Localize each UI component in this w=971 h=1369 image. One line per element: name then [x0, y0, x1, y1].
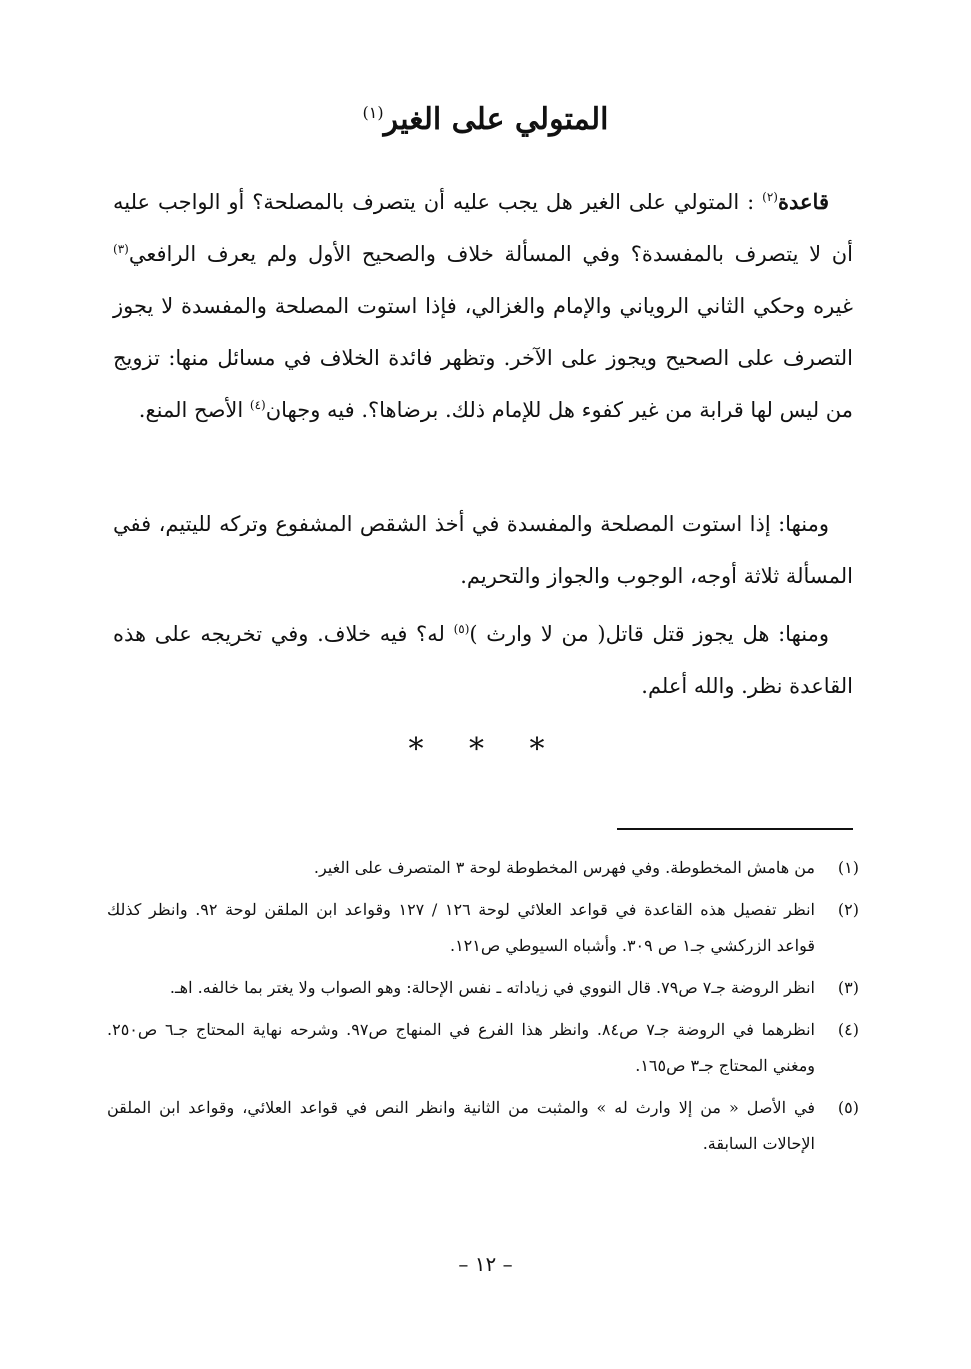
footnote-divider [617, 828, 853, 830]
footnote-number: (١) [837, 858, 859, 877]
footnote-number: (٤) [837, 1020, 860, 1039]
footnote-item [107, 892, 859, 964]
footnote-text: انظر تفصيل هذه القاعدة في قواعد العلائي لوحة ١٢٦ / ١٢٧ وقواعد ابن الملقن لوحة ٩٢. وانظر كذلك قواعد الزركشي جـ١ ص ٣٠٩. وأشباه السيوطي ص١٢١. [107, 900, 815, 955]
footnote-item [107, 850, 859, 886]
paragraph-third [113, 608, 853, 712]
page-number: – ١٢ – [458, 1252, 513, 1276]
footnote-ref: (٥) [453, 622, 470, 636]
page-title [0, 102, 971, 137]
paragraph-rule [113, 176, 853, 436]
footnote-text: انظر الروضة جـ٧ ص٧٩. قال النووي في زياداته ـ نفس الإحالة: وهو الصواب ولا يغتر بما خالفه. اهـ. [169, 978, 815, 997]
paragraph-text: ومنها: هل يجوز قتل قاتل( من لا وارث ) [469, 622, 829, 646]
footnote-number: (٣) [837, 978, 859, 997]
footnote-item [107, 1012, 859, 1084]
paragraph-second [113, 498, 853, 602]
footnote-item [107, 1090, 859, 1162]
paragraph-text: له؟ فيه خلاف. وفي تخريجه على هذه القاعدة نظر. والله أعلم. [113, 622, 853, 698]
paragraph-text: الأصح المنع. [138, 398, 244, 422]
footnote-ref: (٢) [762, 190, 778, 204]
section-separator: * * * [408, 732, 563, 767]
footnote-ref: (٤) [249, 398, 266, 412]
paragraph-text: ومنها: إذا استوت المصلحة والمفسدة في أخذ الشقص المشفوع وتركه لليتيم، ففي المسألة ثلاثة أوجه، الوجوب والجواز والتحريم. [113, 512, 853, 588]
footnote-text: من هامش المخطوطة. وفي فهرس المخطوطة لوحة ٣ المتصرف على الغير. [313, 858, 815, 877]
rule-label: قاعدة [777, 189, 829, 214]
paragraph-text: غيره وحكي الثاني الروياني والإمام والغزالي، فإذا استوت المصلحة والمفسدة لا يجوز التصرف على الصحيح ويجوز على الآخر. وتظهر فائدة الخلاف في مسائل منها: تزويج من ليس لها قرابة من غير كفوء هل للإمام ذلك. برضاها؟. فيه وجهان [113, 294, 853, 422]
footnote-text: في الأصل « من إلا وارث له » والمثبت من الثانية وانظر النص في قواعد العلائي، وقواعد ابن الملقن الإحالات السابقة. [107, 1098, 815, 1153]
footnote-item [107, 970, 859, 1006]
paragraph-text: : المتولي على الغير هل يجب عليه أن يتصرف بالمصلحة؟ أو الواجب عليه أن لا يتصرف بالمفسدة؟ وفي المسألة خلاف والصحيح الأول ولم يعرف الرافعي [113, 190, 853, 266]
footnote-number: (٢) [837, 900, 859, 919]
footnote-ref: (٣) [113, 242, 129, 256]
footnote-number: (٥) [837, 1098, 859, 1117]
title-text: المتولي على الغير [383, 102, 609, 137]
footnotes [107, 850, 859, 1168]
footnote-text: انظرهما في الروضة جـ٧ ص٨٤. وانظر هذا الفرع في المنهاج ص٩٧. وشرحه نهاية المحتاج جـ٦ ص٢٥٠. ومغني المحتاج جـ٣ ص١٦٥. [107, 1020, 816, 1075]
title-footnote-ref: (١) [362, 103, 384, 122]
